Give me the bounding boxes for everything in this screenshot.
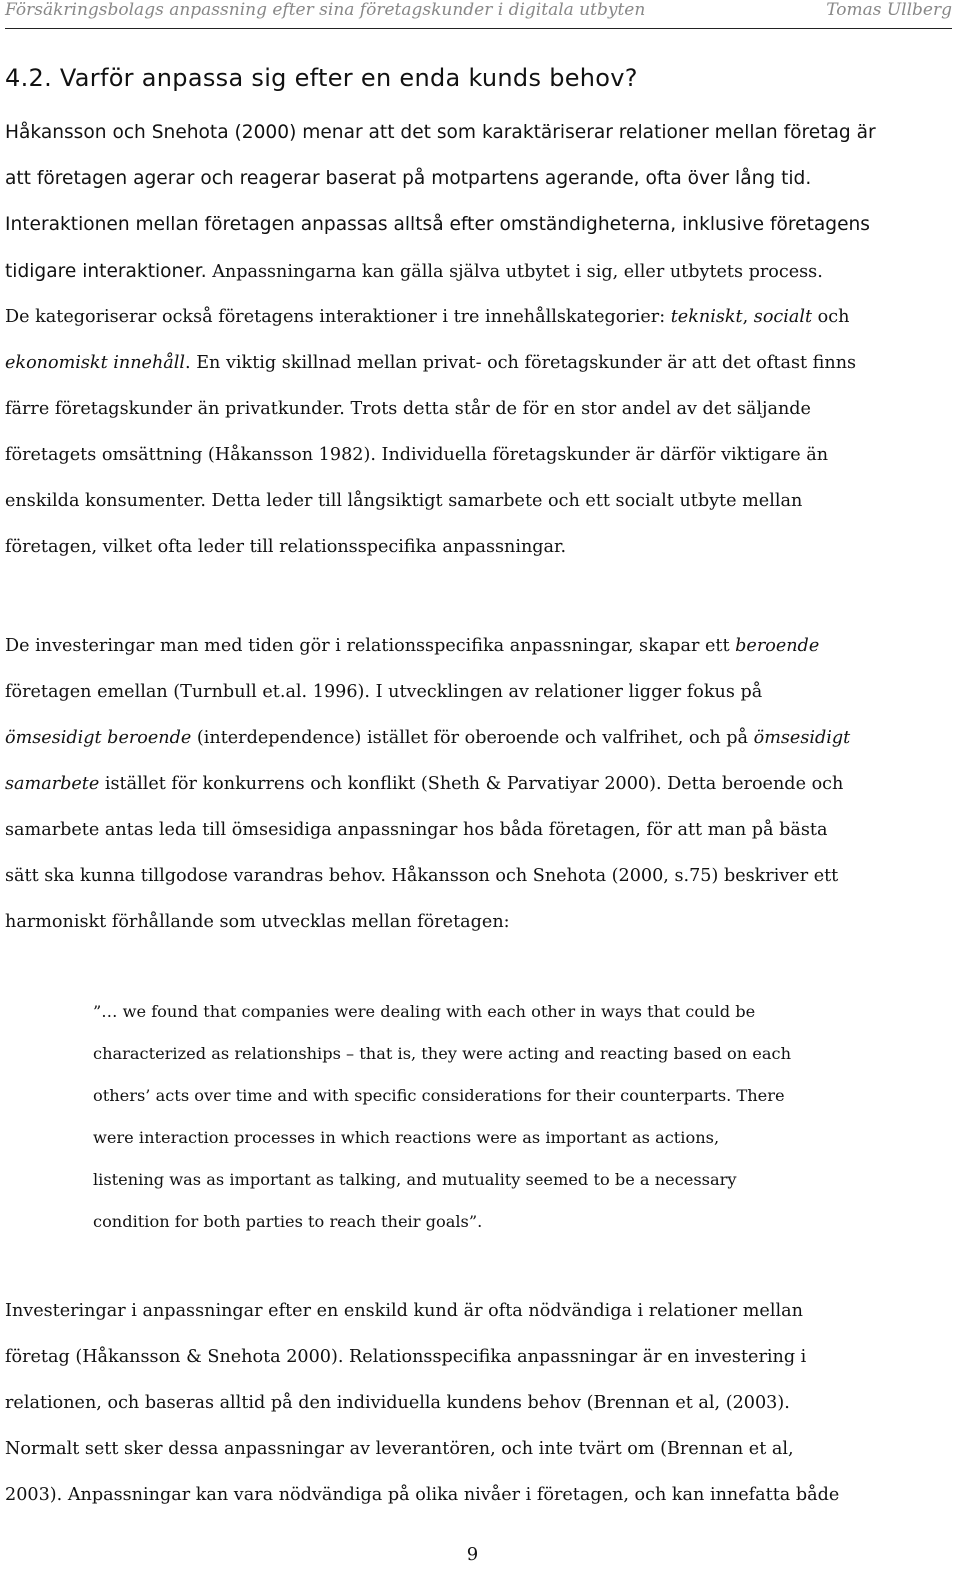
text-line: företagen, vilket ofta leder till relationsspecifika anpassningar. bbox=[5, 537, 567, 557]
text-span: De kategoriserar också företagens interaktioner i tre innehållskategorier: bbox=[5, 307, 671, 327]
text-line: enskilda konsumenter. Detta leder till långsiktigt samarbete och ett socialt utbyte mellan bbox=[5, 491, 803, 511]
quote-line: were interaction processes in which reactions were as important as actions, bbox=[93, 1128, 720, 1147]
page-header bbox=[5, 0, 952, 29]
quote-line: listening was as important as talking, and mutuality seemed to be a necessary bbox=[93, 1170, 737, 1189]
text-line: relationen, och baseras alltid på den individuella kundens behov (Brennan et al, (2003). bbox=[5, 1393, 790, 1413]
text-span: (interdependence) istället för oberoende och valfrihet, och på bbox=[191, 728, 754, 748]
paragraph-2 bbox=[5, 623, 955, 945]
emphasis: ömsesidigt bbox=[753, 728, 851, 748]
emphasis: beroende bbox=[735, 636, 820, 656]
text-span: Anpassningarna kan gälla själva utbytet i sig, eller utbytets process. bbox=[206, 262, 823, 282]
text-line: företagets omsättning (Håkansson 1982). Individuella företagskunder är därför viktigare än bbox=[5, 445, 829, 465]
text-line bbox=[5, 340, 955, 386]
text-line: företagen emellan (Turnbull et.al. 1996). I utvecklingen av relationer ligger fokus på bbox=[5, 682, 763, 702]
text-line: färre företagskunder än privatkunder. Trots detta står de för en stor andel av det säljande bbox=[5, 399, 811, 419]
header-author: Tomas Ullberg bbox=[826, 0, 952, 20]
text-span: istället för konkurrens och konflikt (Sheth & Parvatiyar 2000). Detta beroende och bbox=[99, 774, 844, 794]
paragraph-3 bbox=[5, 1288, 955, 1518]
text-line bbox=[5, 294, 955, 340]
text-line: samarbete antas leda till ömsesidiga anpassningar hos båda företagen, för att man på bästa bbox=[5, 820, 828, 840]
text-line: Normalt sett sker dessa anpassningar av leverantören, och inte tvärt om (Brennan et al, bbox=[5, 1439, 794, 1459]
text-line: företag (Håkansson & Snehota 2000). Relationsspecifika anpassningar är en investering i bbox=[5, 1347, 807, 1367]
text-line bbox=[5, 715, 955, 761]
quote-line: others’ acts over time and with specific considerations for their counterparts. There bbox=[93, 1086, 785, 1105]
emphasis: ömsesidigt beroende bbox=[5, 728, 192, 748]
text-line: Interaktionen mellan företagen anpassas alltså efter omständigheterna, inklusive företagens bbox=[5, 214, 870, 235]
text-line: 2003). Anpassningar kan vara nödvändiga på olika nivåer i företagen, och kan innefatta både bbox=[5, 1485, 840, 1505]
text-line bbox=[5, 248, 955, 294]
text-line: Håkansson och Snehota (2000) menar att det som karaktäriserar relationer mellan företag är bbox=[5, 122, 876, 143]
text-line bbox=[5, 761, 955, 807]
quote-line: characterized as relationships – that is, they were acting and reacting based on each bbox=[93, 1044, 791, 1063]
header-title: Försäkringsbolags anpassning efter sina företagskunder i digitala utbyten bbox=[5, 0, 646, 20]
page-number: 9 bbox=[466, 1544, 479, 1565]
paragraph-1 bbox=[5, 110, 955, 570]
quote-line: condition for both parties to reach their goals”. bbox=[93, 1212, 483, 1231]
emphasis: socialt bbox=[753, 307, 813, 327]
emphasis: tekniskt bbox=[670, 307, 743, 327]
text-span: tidigare interaktioner. bbox=[5, 261, 207, 282]
text-line: sätt ska kunna tillgodose varandras behov. Håkansson och Snehota (2000, s.75) beskriver ett bbox=[5, 866, 839, 886]
text-line: att företagen agerar och reagerar baserat på motpartens agerande, ofta över lång tid. bbox=[5, 168, 812, 189]
emphasis: ekonomiskt innehåll bbox=[5, 353, 186, 373]
text-line: harmoniskt förhållande som utvecklas mellan företagen: bbox=[5, 912, 510, 932]
text-line bbox=[5, 623, 955, 669]
text-span: , bbox=[742, 307, 754, 327]
text-span: och bbox=[812, 307, 850, 327]
section-heading: 4.2. Varför anpassa sig efter en enda kunds behov? bbox=[5, 64, 638, 92]
emphasis: samarbete bbox=[5, 774, 100, 794]
text-span: De investeringar man med tiden gör i relationsspecifika anpassningar, skapar ett bbox=[5, 636, 736, 656]
block-quote bbox=[93, 991, 913, 1243]
quote-line: ”… we found that companies were dealing with each other in ways that could be bbox=[93, 1002, 756, 1021]
text-line: Investeringar i anpassningar efter en enskild kund är ofta nödvändiga i relationer mellan bbox=[5, 1301, 803, 1321]
text-span: . En viktig skillnad mellan privat- och företagskunder är att det oftast finns bbox=[185, 353, 857, 373]
